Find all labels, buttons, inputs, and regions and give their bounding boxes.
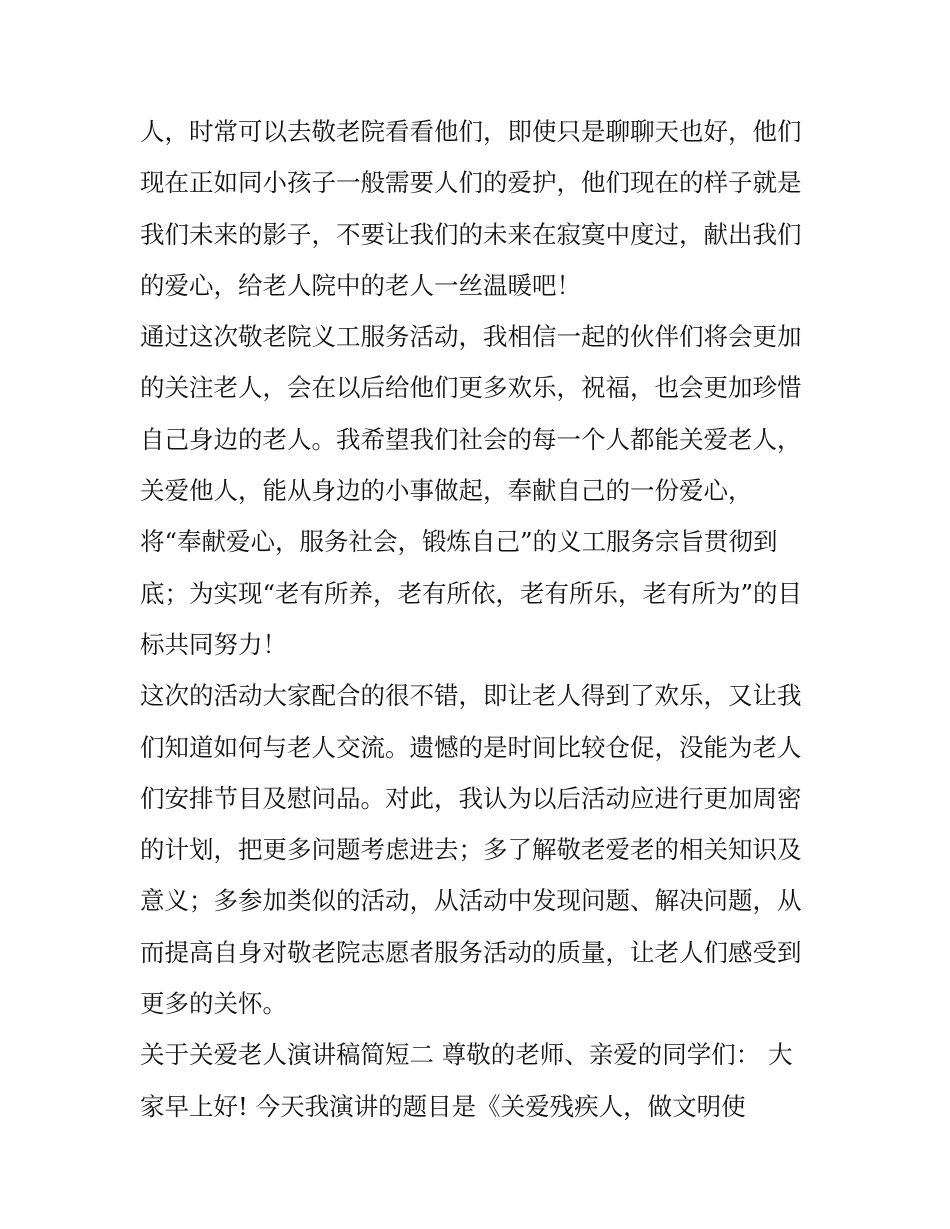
text-line: 人，时常可以去敬老院看看他们，即使只是聊聊天也好，他们 — [140, 117, 802, 146]
text-line: 现在正如同小孩子一般需要人们的爱护，他们现在的样子就是 — [140, 168, 802, 198]
text-line: 更多的关怀。 — [140, 989, 287, 1019]
text-line: 通过这次敬老院义工服务活动，我相信一起的伙伴们将会更加 — [140, 322, 802, 352]
text-line: 关爱他人，能从身边的小事做起，奉献自己的一份爱心， — [140, 476, 753, 506]
text-line: 的爱心，给老人院中的老人一丝温暖吧！ — [140, 270, 581, 300]
text-line: 自己身边的老人。我希望我们社会的每一个人都能关爱老人， — [140, 424, 802, 454]
text-line: 的关注老人，会在以后给他们更多欢乐，祝福，也会更加珍惜 — [140, 373, 802, 403]
text-line: 关于关爱老人演讲稿简短二 尊敬的老师、亲爱的同学们： 大 — [140, 1040, 793, 1070]
text-line: 这次的活动大家配合的很不错，即让老人得到了欢乐，又让我 — [140, 681, 802, 711]
text-line: 意义；多参加类似的活动，从活动中发现问题、解决问题，从 — [140, 886, 802, 916]
text-line: 我们未来的影子，不要让我们的未来在寂寞中度过，献出我们 — [140, 219, 802, 249]
text-line: 将“奉献爱心，服务社会，锻炼自己”的义工服务宗旨贯彻到 — [140, 527, 778, 557]
text-line: 们安排节目及慰问品。对此，我认为以后活动应进行更加周密 — [140, 783, 802, 813]
text-line: 家早上好! 今天我演讲的题目是《关爱残疾人，做文明使 — [140, 1091, 746, 1121]
text-line: 标共同努力！ — [140, 629, 287, 659]
text-line: 的计划，把更多问题考虑进去；多了解敬老爱老的相关知识及 — [140, 835, 802, 865]
text-line: 们知道如何与老人交流。遗憾的是时间比较仓促，没能为老人 — [140, 732, 802, 762]
text-line: 底；为实现“老有所养，老有所依，老有所乐，老有所为”的目 — [140, 578, 803, 608]
text-line: 而提高自身对敬老院志愿者服务活动的质量，让老人们感受到 — [140, 937, 802, 967]
document-body — [140, 106, 820, 1132]
